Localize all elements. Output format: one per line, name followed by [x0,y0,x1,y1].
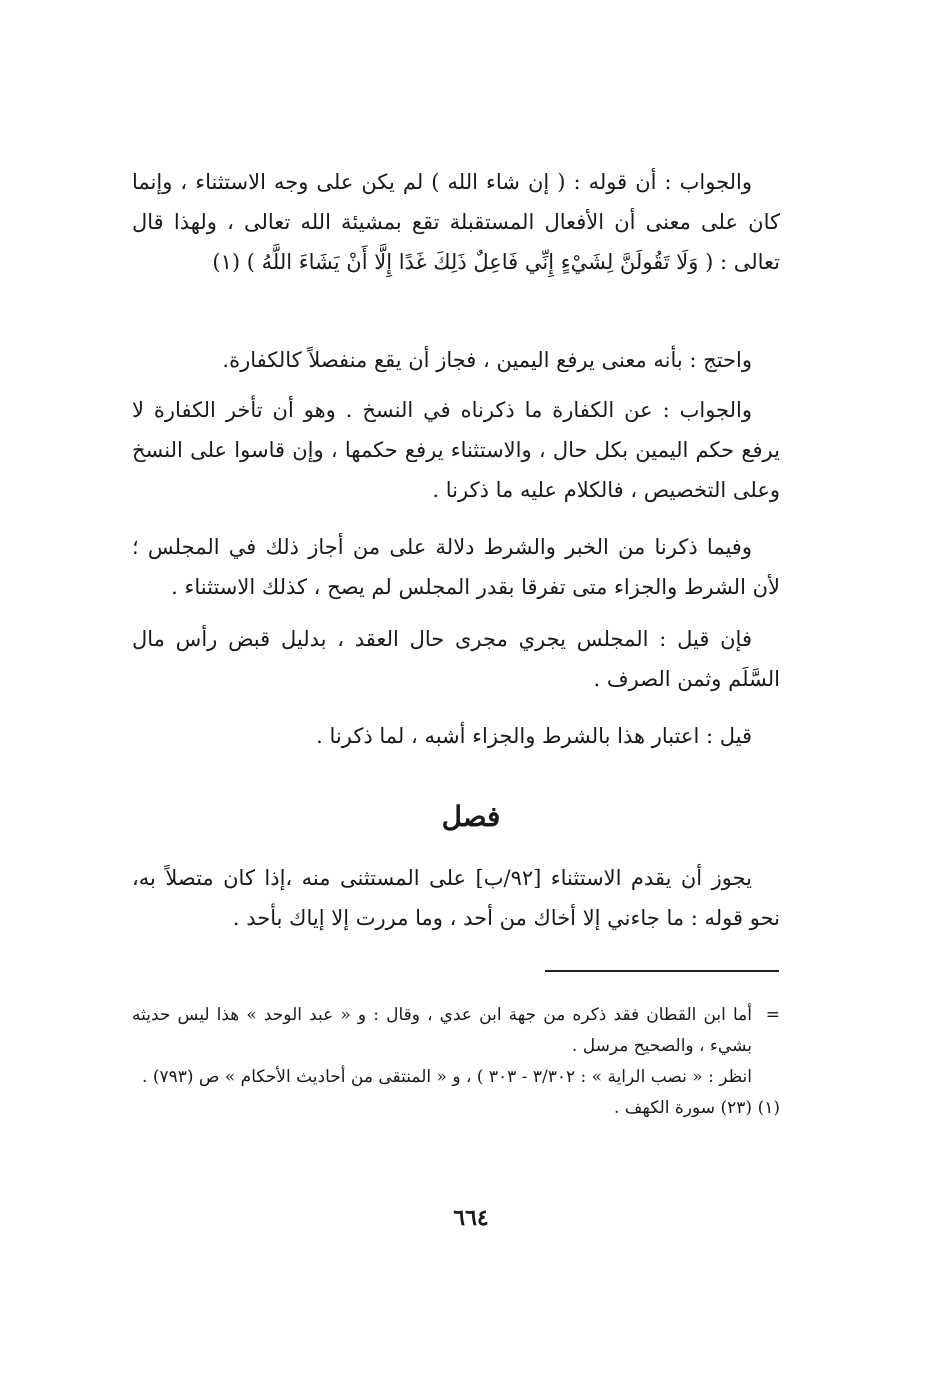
footnote-text: (٢٣) سورة الكهف . [613,1098,752,1118]
paragraph-reply-quote [132,162,780,282]
footnote-item [132,1000,780,1062]
footnote-divider [545,970,779,972]
paragraph-text: فإن قيل : المجلس يجري مجرى حال العقد ، بدليل قبض رأس مال السَّلَم وثمن الصرف . [132,627,780,691]
footnote-text: انظر : « نصب الراية » : ٣/٣٠٢ - ٣٠٣ ) ، و « المنتقى من أحاديث الأحكام » ص (٧٩٣) . [142,1067,752,1087]
paragraph-text: والجواب : عن الكفارة ما ذكرناه في النسخ . وهو أن تأخر الكفارة لا يرفع حكم اليمين بكل حال ، والاستثناء يرفع حكمها ، وإن قاسوا على النسخ وعلى التخصيص ، فالكلام عليه ما ذكرنا . [132,398,780,502]
paragraph-text: واحتج : بأنه معنى يرفع اليمين ، فجاز أن يقع منفصلاً كالكفارة. [222,348,752,372]
paragraph-condition [132,527,780,607]
page-number: ٦٦٤ [453,1205,489,1231]
footnote-item [132,1062,780,1093]
footnotes [132,1000,780,1124]
paragraph-text: وفيما ذكرنا من الخبر والشرط دلالة على من أجاز ذلك في المجلس ؛ لأن الشرط والجزاء متى تفرقا بقدر المجلس لم يصح ، كذلك الاستثناء . [132,535,780,599]
paragraph-text: يجوز أن يقدم الاستثناء [٩٢/ب] على المستثنى منه ،إذا كان متصلاً به، نحو قوله : ما جاءني إلا أخاك من أحد ، وما مررت إلا إياك بأحد . [132,866,780,930]
paragraph-response [132,716,780,756]
paragraph-section-body [132,858,780,938]
paragraph-text: قيل : اعتبار هذا بالشرط والجزاء أشبه ، لما ذكرنا . [316,724,752,748]
footnote-marker: = [765,1005,780,1025]
paragraph-objection [132,619,780,699]
footnote-marker: (١) [757,1098,780,1118]
section-heading: فصل [441,800,501,833]
footnote-text: أما ابن القطان فقد ذكره من جهة ابن عدي ، وقال : و « عبد الوحد » هذا ليس حديثه بشيء ، والصحيح مرسل . [132,1005,752,1056]
footnote-item [132,1093,780,1124]
paragraph-argument [132,340,780,380]
paragraph-reply-expiation [132,390,780,510]
paragraph-text: والجواب : أن قوله : ( إن شاء الله ) لم يكن على وجه الاستثناء ، وإنما كان على معنى أن الأفعال المستقبلة تقع بمشيئة الله تعالى ، ولهذا قال تعالى : ( وَلَا تَقُولَنَّ لِشَيْءٍ إِنِّي فَاعِلٌ ذَلِكَ غَدًا إِلَّا أَنْ يَشَاءَ اللَّهُ ) (١) [132,170,780,274]
